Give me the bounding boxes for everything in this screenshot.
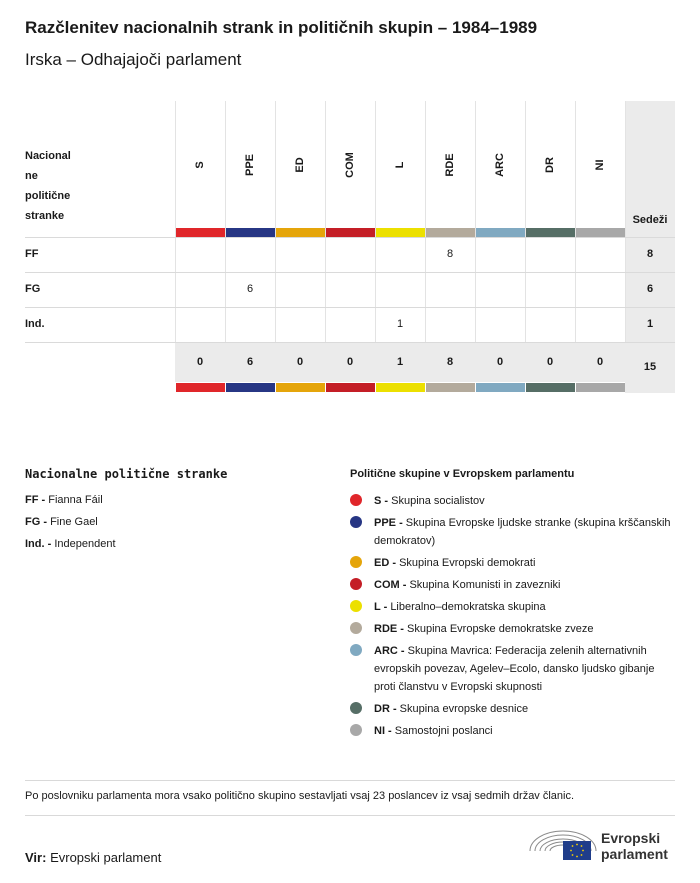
national-legend-item: FF - Fianna Fáil <box>25 494 103 506</box>
row-label: FF <box>25 248 39 260</box>
row-total: 1 <box>646 318 654 330</box>
group-color-bar <box>276 383 325 392</box>
row-label: FG <box>25 283 41 295</box>
national-parties-header: Nacional ne politične stranke <box>25 150 71 222</box>
group-color-bar <box>326 228 375 237</box>
group-color-dot <box>350 494 362 506</box>
group-color-bar <box>276 228 325 237</box>
group-header-ed: ED <box>294 157 306 173</box>
seats-header: Sedeži <box>632 214 668 226</box>
group-header-ni: NI <box>594 159 606 171</box>
row-label: Ind. <box>25 318 45 330</box>
divider <box>25 780 675 781</box>
table-cell: 1 <box>396 318 404 330</box>
column-total: 8 <box>446 356 454 368</box>
page-subtitle: Irska – Odhajajoči parlament <box>25 50 242 69</box>
group-header-rde: RDE <box>444 153 456 177</box>
group-color-bar <box>176 228 225 237</box>
group-color-dot <box>350 578 362 590</box>
group-color-bar <box>376 228 425 237</box>
seats-column-bg <box>625 101 675 393</box>
source-value: Evropski parlament <box>50 850 162 865</box>
column-total: 0 <box>346 356 354 368</box>
row-divider <box>25 342 675 343</box>
grand-total: 15 <box>643 361 657 373</box>
group-color-dot <box>350 600 362 612</box>
group-color-bar <box>176 383 225 392</box>
group-color-bar <box>576 228 625 237</box>
group-header-arc: ARC <box>494 153 506 177</box>
row-divider <box>25 272 675 273</box>
group-color-bar <box>476 383 525 392</box>
group-color-dot <box>350 516 362 528</box>
group-color-bar <box>526 383 575 392</box>
divider <box>25 815 675 816</box>
group-color-bar <box>226 228 275 237</box>
group-color-bar <box>476 228 525 237</box>
footnote: Po poslovniku parlamenta mora vsako politično skupino sestavljati vsaj 23 poslancev iz vsaj sedmih držav članic. <box>25 790 575 802</box>
column-total: 0 <box>196 356 204 368</box>
source-label: Vir: <box>25 850 47 865</box>
breakdown-table <box>25 101 675 393</box>
logo-text: Evropski parlament <box>601 830 668 862</box>
national-legend-title: Nacionalne politične stranke <box>25 467 228 481</box>
national-legend-item: Ind. - Independent <box>25 538 116 550</box>
source <box>25 850 161 865</box>
column-total: 6 <box>246 356 254 368</box>
group-color-dot <box>350 702 362 714</box>
group-color-dot <box>350 644 362 656</box>
group-color-dot <box>350 622 362 634</box>
row-divider <box>25 237 675 238</box>
column-total: 0 <box>596 356 604 368</box>
group-color-bar <box>526 228 575 237</box>
page-title: Razčlenitev nacionalnih strank in političnih skupin – 1984–1989 <box>25 18 538 37</box>
group-header-ppe: PPE <box>244 153 256 177</box>
group-color-dot <box>350 724 362 736</box>
groups-legend-title: Politične skupine v Evropskem parlamentu <box>350 468 575 480</box>
row-divider <box>25 307 675 308</box>
table-cell: 6 <box>246 283 254 295</box>
group-header-com: COM <box>344 152 356 178</box>
group-color-bar <box>576 383 625 392</box>
column-total: 0 <box>496 356 504 368</box>
group-header-s: S <box>194 161 206 169</box>
group-color-dot <box>350 556 362 568</box>
row-total: 6 <box>646 283 654 295</box>
group-color-bar <box>326 383 375 392</box>
column-total: 0 <box>296 356 304 368</box>
national-legend-item: FG - Fine Gael <box>25 516 98 528</box>
group-color-bar <box>426 383 475 392</box>
group-color-bar <box>426 228 475 237</box>
column-total: 1 <box>396 356 404 368</box>
row-total: 8 <box>646 248 654 260</box>
group-header-l: L <box>394 161 406 169</box>
group-color-bar <box>226 383 275 392</box>
group-header-dr: DR <box>544 157 556 173</box>
column-total: 0 <box>546 356 554 368</box>
table-cell: 8 <box>446 248 454 260</box>
group-color-bar <box>376 383 425 392</box>
